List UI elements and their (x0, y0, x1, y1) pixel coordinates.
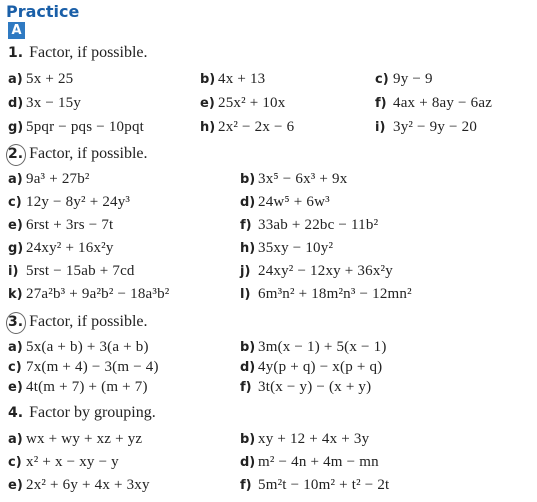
exercise-item: d) 24w⁵ + 6w³ (240, 194, 330, 210)
section-badge: A (8, 22, 25, 39)
exercise-item: i) 5rst − 15ab + 7cd (8, 263, 135, 279)
exercise-item: d) 3x − 15y (8, 95, 82, 111)
exercise-item: d) m² − 4n + 4m − mn (240, 454, 379, 470)
exercise-item: i) 3y² − 9y − 20 (375, 119, 478, 135)
exercise-item: e) 4t(m + 7) + (m + 7) (8, 379, 148, 395)
exercise-item: b) 3x⁵ − 6x³ + 9x (240, 171, 348, 187)
exercise-item: c) 12y − 8y² + 24y³ (8, 194, 131, 210)
exercise-item: e) 2x² + 6y + 4x + 3xy (8, 477, 150, 493)
exercise-item: c) x² + x − xy − y (8, 454, 119, 470)
exercise-item: e) 6rst + 3rs − 7t (8, 217, 114, 233)
question-4-prompt (8, 404, 156, 422)
question-number: 1. (8, 45, 24, 61)
exercise-item: e) 25x² + 10x (200, 95, 286, 111)
question-text: Factor, if possible. (29, 145, 148, 162)
exercise-item: a) 9a³ + 27b² (8, 171, 90, 187)
exercise-item: d) 4y(p + q) − x(p + q) (240, 359, 383, 375)
exercise-item: c) 9y − 9 (375, 71, 433, 87)
exercise-item: b) 3m(x − 1) + 5(x − 1) (240, 339, 387, 355)
exercise-item: j) 24xy² − 12xy + 36x²y (240, 263, 393, 279)
question-text: Factor, if possible. (29, 313, 148, 330)
exercise-item: a) 5x + 25 (8, 71, 74, 87)
question-1-prompt (8, 44, 148, 62)
question-text: Factor by grouping. (29, 404, 156, 421)
question-number: 3. (8, 314, 24, 330)
section-heading: Practice (6, 2, 80, 21)
exercise-item: g) 5pqr − pqs − 10pqt (8, 119, 145, 135)
exercise-item: f) 5m²t − 10m² + t² − 2t (240, 477, 390, 493)
exercise-item: f) 4ax + 8ay − 6az (375, 95, 493, 111)
exercise-item: a) 5x(a + b) + 3(a + b) (8, 339, 149, 355)
exercise-item: g) 24xy² + 16x²y (8, 240, 114, 256)
exercise-item: h) 35xy − 10y² (240, 240, 334, 256)
question-3-prompt (8, 313, 148, 331)
question-number: 4. (8, 405, 24, 421)
exercise-item: k) 27a²b³ + 9a²b² − 18a³b² (8, 286, 170, 302)
exercise-item: f) 3t(x − y) − (x + y) (240, 379, 372, 395)
exercise-item: f) 33ab + 22bc − 11b² (240, 217, 379, 233)
exercise-item: b) 4x + 13 (200, 71, 266, 87)
question-number: 2. (8, 146, 24, 162)
exercise-item: l) 6m³n² + 18m²n³ − 12mn² (240, 286, 412, 302)
exercise-item: b) xy + 12 + 4x + 3y (240, 431, 370, 447)
exercise-item: c) 7x(m + 4) − 3(m − 4) (8, 359, 159, 375)
exercise-item: a) wx + wy + xz + yz (8, 431, 143, 447)
exercise-item: h) 2x² − 2x − 6 (200, 119, 295, 135)
question-2-prompt (8, 145, 148, 163)
question-text: Factor, if possible. (29, 44, 148, 61)
